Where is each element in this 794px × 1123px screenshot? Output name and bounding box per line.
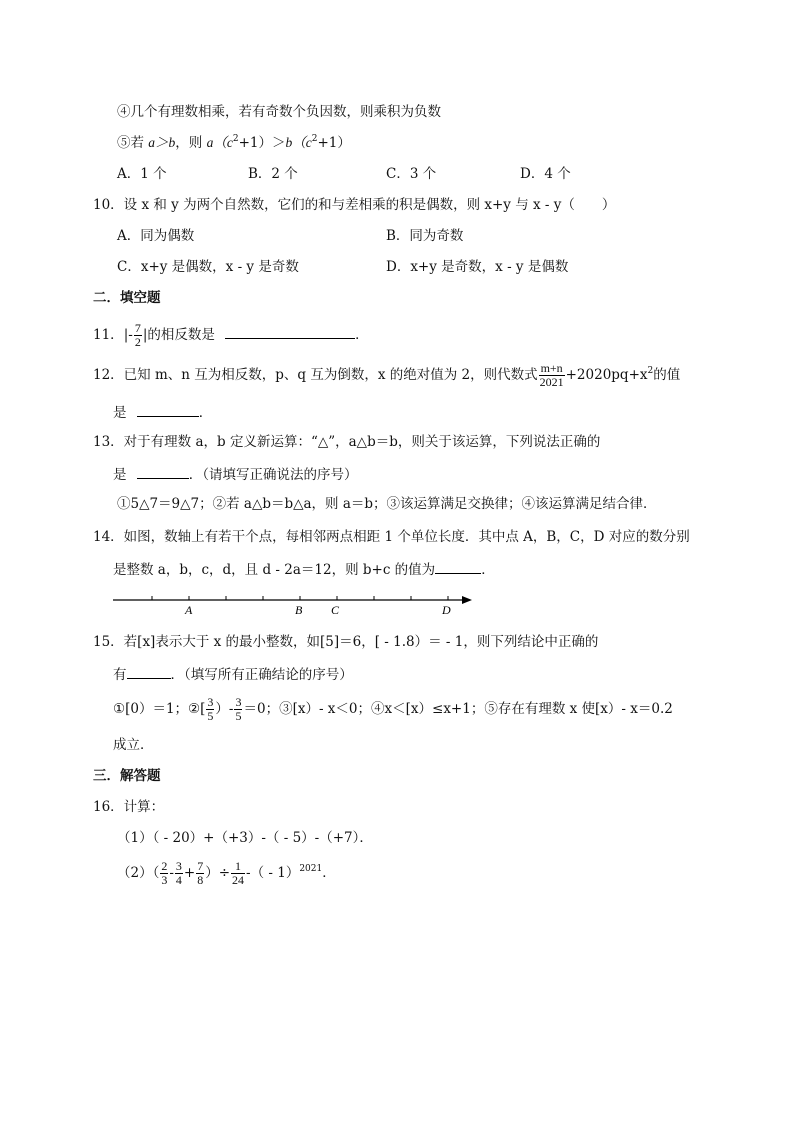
q12-sup: 2 — [647, 366, 654, 376]
q9-item5-expr2: b（c — [285, 135, 312, 150]
q14-line2: 是整数 a，b，c，d，且 d - 2a＝12，则 b+c 的值为 ． — [113, 559, 495, 579]
q15-s2: ）- — [215, 701, 234, 717]
q16-op1: - — [169, 865, 174, 881]
q12-fraction — [539, 362, 565, 389]
q15-frac2 — [234, 696, 242, 723]
q16-stem: 16．计算： — [93, 799, 165, 815]
q15-frac1 — [206, 696, 214, 723]
q11: 11．|- $\frac{7}{2}$ |的相反数是 ． — [93, 321, 369, 349]
q14-line1: 14．如图，数轴上有若干个点，每相邻两点相距 1 个单位长度．其中点 A，B，C，D 对应的数分别 — [93, 529, 690, 545]
q10-option-b[interactable]: B．同为奇数 — [386, 228, 464, 244]
point-a-label: A — [185, 603, 193, 617]
q9-item5-then: ，则 — [175, 135, 207, 151]
q12-frac-den: 2021 — [539, 375, 564, 389]
q11-frac-num: 7 — [134, 321, 141, 335]
q16-frac4-num: 1 — [231, 860, 245, 874]
q15-frac2-num: 3 — [235, 695, 242, 709]
q15-line1: 15．若[x]表示大于 x 的最小整数，如[5]＝6，[ - 1.8）＝ - 1，则下列结论中正确的 — [93, 634, 599, 650]
q16-frac1 — [160, 860, 168, 887]
q16-frac2-num: 3 — [175, 859, 182, 873]
q9-option-d[interactable]: D．4 个 — [520, 166, 571, 182]
q9-item5-prefix: ⑤若 — [117, 135, 149, 151]
q16-p2-open: （2）（ — [117, 865, 160, 881]
q15-s3: ＝0；③[x）- x＜0；④x＜[x）≤x+1；⑤存在有理数 x 使[x）- x＝0.2 — [243, 701, 673, 717]
q11-number: 11． — [93, 327, 124, 343]
q16-frac3-num: 7 — [197, 859, 204, 873]
q16-op2: + — [183, 865, 196, 881]
section-heading-fill-in: 二．填空题 — [93, 290, 161, 306]
q13-line2 — [113, 464, 358, 484]
q16-frac1-den: 3 — [161, 873, 168, 887]
q12-text: 12．已知 m、n 互为相反数，p、q 互为倒数，x 的绝对值为 2，则代数式 — [93, 367, 538, 383]
q9-item-5 — [117, 134, 351, 152]
q16-part1: （1）（ - 20）+（+3）-（ - 5）-（+7）． — [117, 830, 373, 846]
q9-item5-sup1: 2 — [232, 134, 239, 144]
q12-line2: 是 ． — [113, 402, 212, 422]
q16-frac4 — [231, 860, 245, 887]
q10-option-d[interactable]: D．x+y 是奇数，x - y 是偶数 — [386, 259, 569, 275]
point-c-label: C — [331, 603, 340, 617]
number-line-figure — [110, 590, 480, 620]
q11-abs-close: | — [142, 327, 148, 343]
q12-expr: +2020pq+x — [565, 367, 648, 383]
q13-line1: 13．对于有理数 a，b 定义新运算：“△”，a△b＝b，则关于该运算，下列说法正确的 — [93, 434, 601, 450]
q15-frac1-den: 5 — [207, 709, 214, 723]
number-line-arrow — [462, 596, 472, 604]
q14-text: 是整数 a，b，c，d，且 d - 2a＝12，则 b+c 的值为 — [113, 562, 436, 578]
q11-suffix: 的相反数是 — [147, 327, 215, 343]
q11-answer-blank[interactable] — [225, 324, 355, 339]
q15-answer-blank[interactable] — [127, 664, 171, 679]
q15-s1: ①[0）＝1；②[ — [113, 701, 206, 717]
q16-power-base: -（ - 1） — [246, 865, 300, 881]
q13-statements: ①5△7＝9△7；②若 a△b＝b△a，则 a＝b；③该运算满足交换律；④该运算满足结合律． — [117, 496, 657, 512]
q14-answer-blank[interactable] — [435, 559, 481, 574]
q10-option-c[interactable]: C．x+y 是偶数，x - y 是奇数 — [117, 259, 299, 275]
q16-part2 — [117, 856, 336, 890]
q15-line2 — [113, 664, 353, 684]
q10-option-a[interactable]: A．同为偶数 — [117, 228, 195, 244]
q15-line4: 成立． — [113, 737, 154, 753]
q15-frac1-num: 3 — [207, 695, 214, 709]
section-heading-solutions: 三．解答题 — [93, 768, 161, 784]
q16-frac1-num: 2 — [161, 859, 168, 873]
q13-answer-blank[interactable] — [137, 464, 189, 479]
q12-is: 是 — [113, 405, 127, 421]
q9-item-4: ④几个有理数相乘，若有奇数个负因数，则乘积为负数 — [117, 104, 441, 120]
q16-frac2-den: 4 — [175, 873, 182, 887]
q12-frac-num: m+n — [540, 361, 563, 375]
q9-item5-expr2-end: +1） — [317, 135, 351, 151]
point-b-label: B — [295, 603, 303, 617]
q15-statements — [113, 692, 673, 726]
q16-exponent: 2021 — [299, 864, 323, 874]
q16-frac2 — [175, 860, 183, 887]
q15-instruction: ．（填写所有正确结论的序号） — [170, 667, 353, 683]
q9-option-a[interactable]: A．1 个 — [117, 166, 167, 182]
q15-has: 有 — [113, 667, 127, 683]
q10-stem: 10．设 x 和 y 为两个自然数，它们的和与差相乘的积是偶数，则 x+y 与 x - y（ ） — [93, 197, 616, 213]
q12-tail: 的值 — [653, 367, 681, 383]
q13-instruction: ．（请填写正确说法的序号） — [188, 467, 358, 483]
q11-frac-den: 2 — [134, 335, 141, 349]
point-d-label: D — [442, 603, 451, 617]
q9-item5-sup2: 2 — [311, 134, 318, 144]
q9-option-b[interactable]: B．2 个 — [248, 166, 298, 182]
q16-frac4-den: 24 — [232, 873, 245, 887]
q9-item5-expr1-end: +1）＞ — [238, 135, 286, 151]
q13-is: 是 — [113, 467, 127, 483]
q9-item5-condition: a＞b — [148, 135, 176, 150]
q12-line1 — [93, 358, 680, 392]
q9-option-c[interactable]: C．3 个 — [386, 166, 437, 182]
q11-abs-open: |- — [123, 327, 133, 343]
q11-fraction — [134, 322, 142, 349]
q12-answer-blank[interactable] — [137, 402, 199, 417]
q15-frac2-den: 5 — [235, 709, 242, 723]
q16-frac3-den: 8 — [197, 873, 204, 887]
q16-frac3 — [196, 860, 204, 887]
q16-divide: ）÷ — [205, 865, 231, 881]
q9-item5-expr1: a（c — [206, 135, 233, 150]
q16-period: ． — [322, 865, 336, 881]
